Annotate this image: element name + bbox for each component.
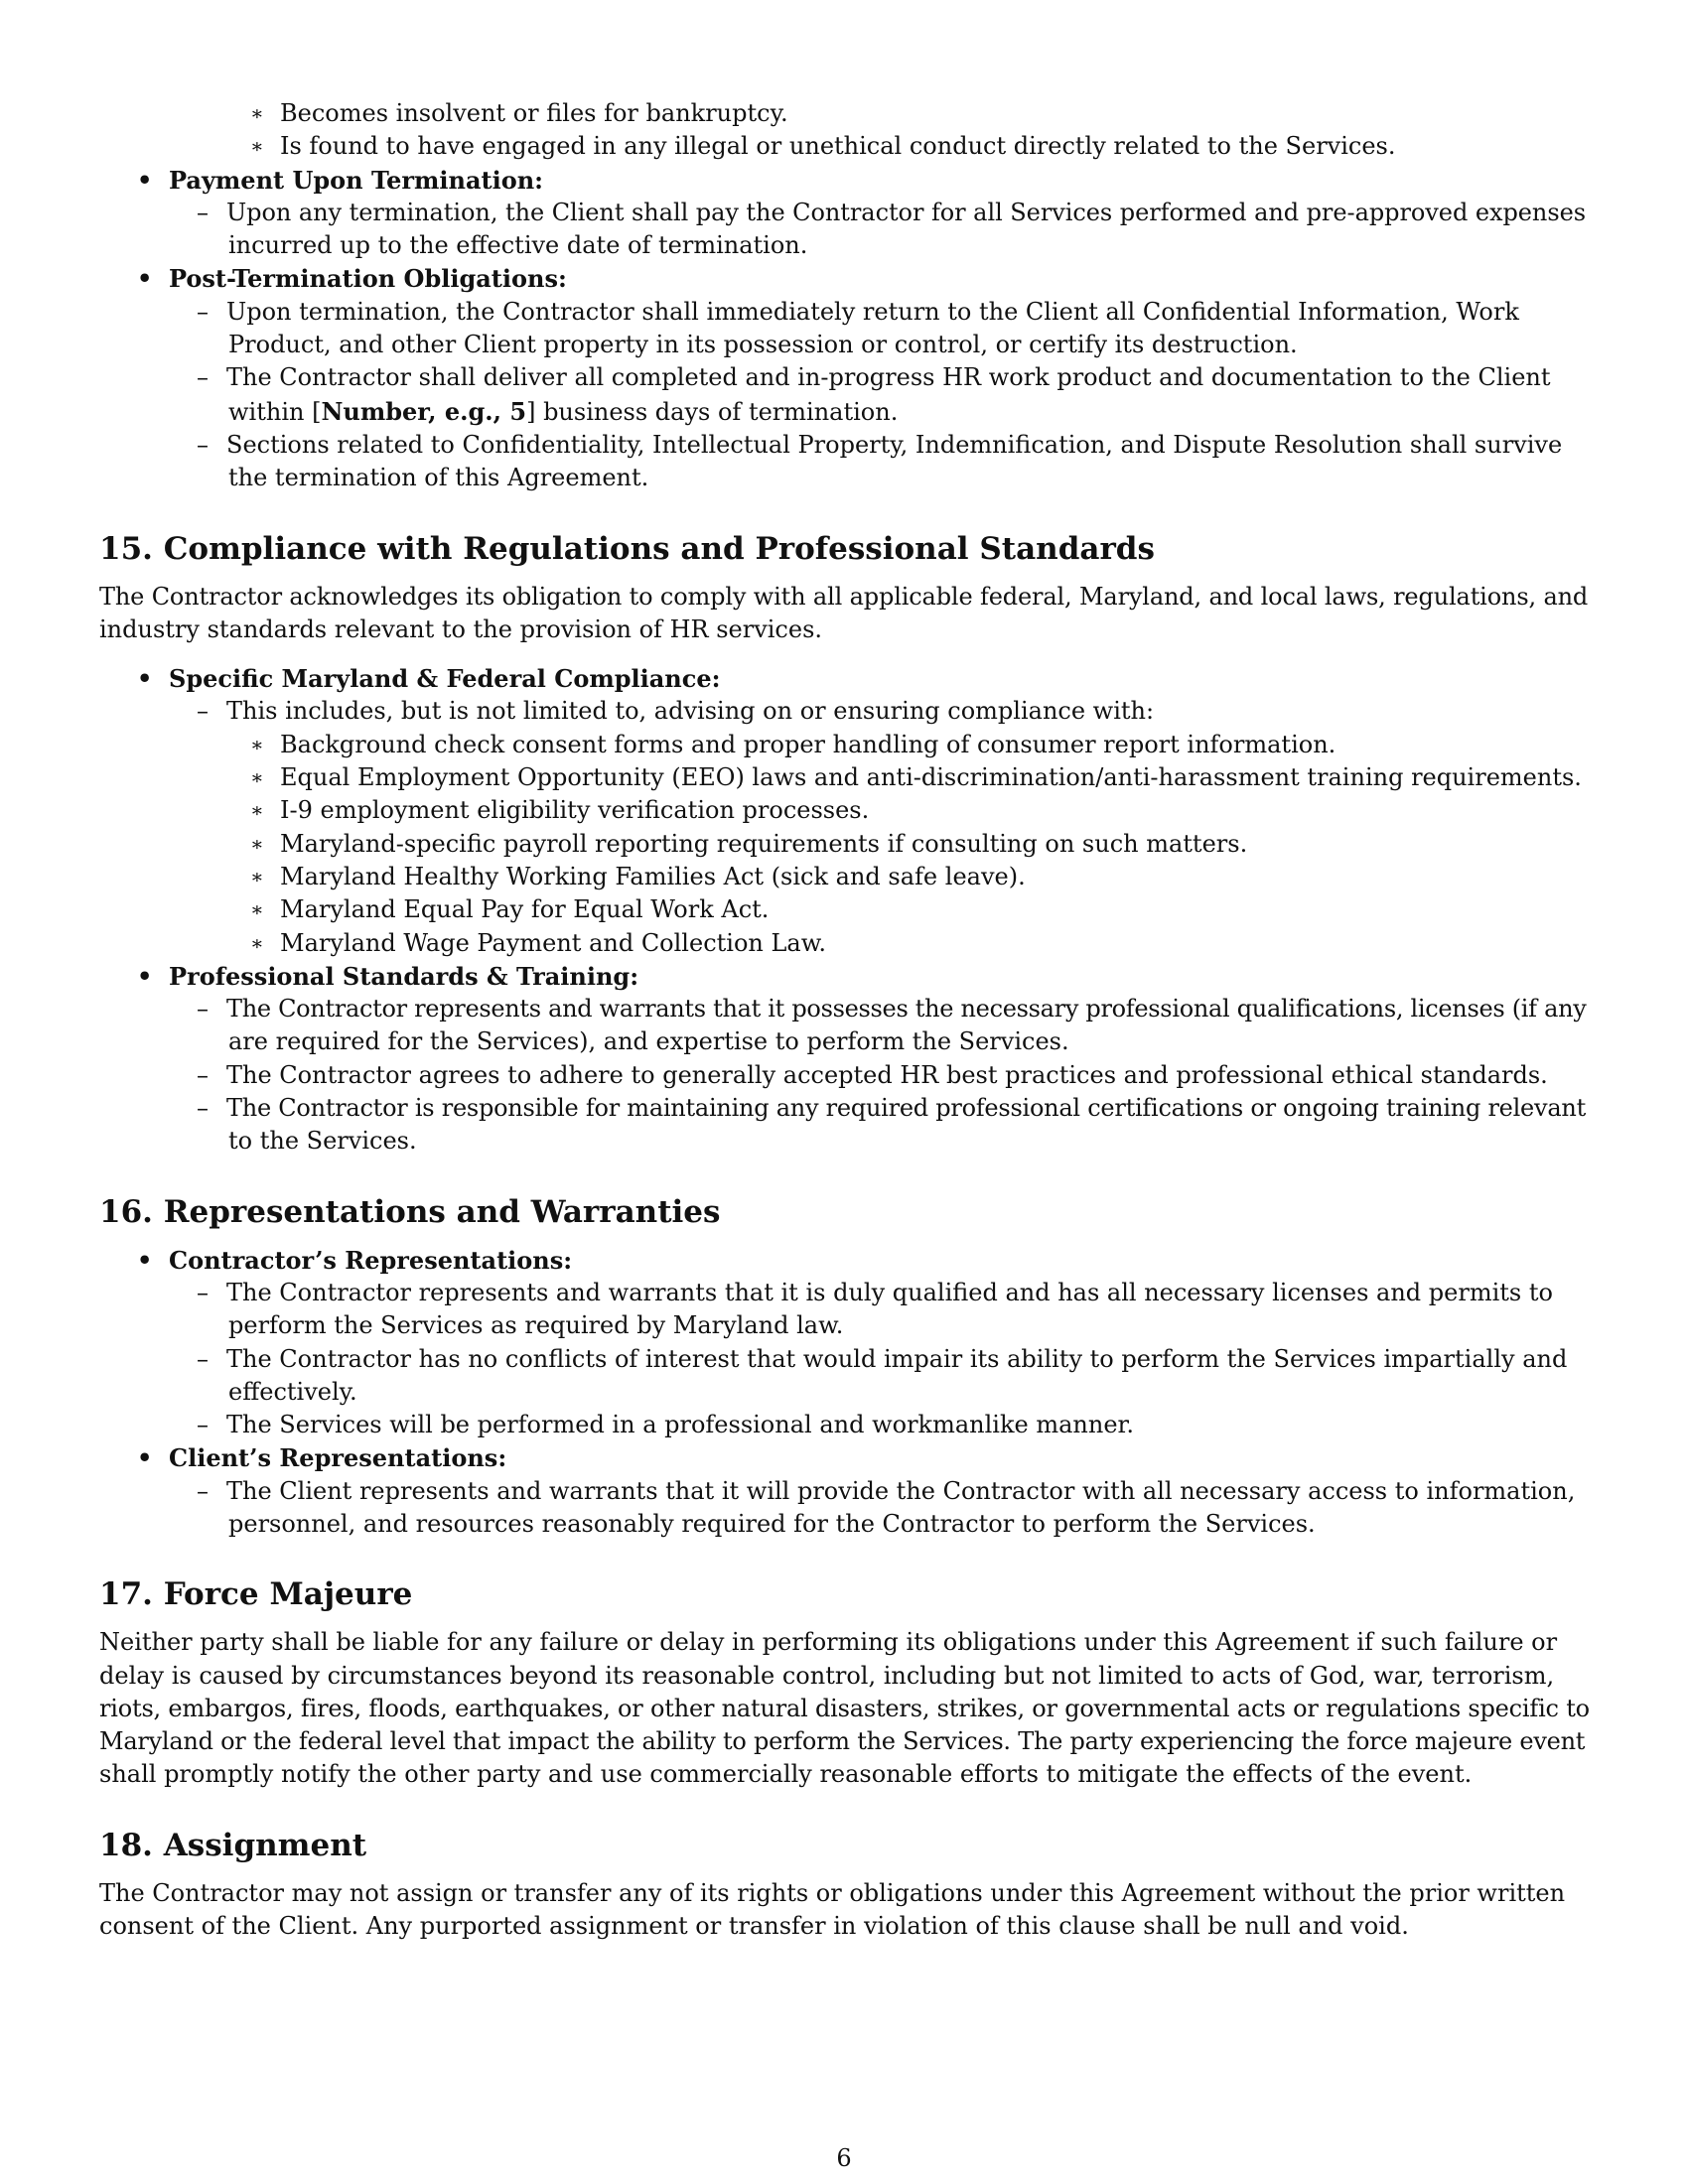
list-item: – This includes, but is not limited to, advising on or ensuring compliance with: [99,695,1589,728]
list-item: ∗ Maryland Equal Pay for Equal Work Act. [250,895,770,924]
bullet-dot: • [137,961,153,991]
list-item: – The Contractor represents and warrants that it is duly qualified and has all necessary licenses and permits to [197,1278,1553,1306]
list-item-continuation: incurred up to the effective date of termination. [228,231,808,260]
list-item: – Sections related to Confidentiality, Intellectual Property, Indemnification, and Dispute Resolution shall survive [99,429,1589,462]
bullet-dot: • [137,165,153,195]
list-item: – Upon any termination, the Client shall pay the Contractor for all Services performed and pre-approved expenses [99,197,1589,229]
bullet-dash: – [197,697,209,726]
list-item: – Upon termination, the Contractor shall immediately return to the Client all Confidential Information, Work [99,296,1589,329]
list-item: – The Contractor is responsible for maintaining any required professional certifications or ongoing training relevant [197,1094,1586,1123]
list-item-continuation: Product, and other Client property in its possession or control, or certify its destruction. [228,331,1298,359]
list-item-continuation: effectively. [228,1377,357,1406]
list-item-continuation: perform the Services as required by Maryland law. [228,1311,844,1340]
section-heading: 18. Assignment [99,1827,367,1863]
list-item-continuation: to the Services. [228,1127,417,1156]
paragraph-line: Neither party shall be liable for any failure or delay in performing its obligations under this Agreement if such failure or [99,1628,1558,1657]
bullet-dot: • [137,1443,153,1473]
bullet-dash: – [197,363,209,392]
list-item-continuation: personnel, and resources reasonably required for the Contractor to perform the Services. [228,1509,1316,1538]
list-heading: • Payment Upon Termination: [99,164,1589,197]
list-item: – The Client represents and warrants that it will provide the Contractor with all necessary access to information, [197,1476,1576,1505]
paragraph-line: riots, embargos, fires, floods, earthquakes, or other natural disasters, strikes, or governmental acts or regulations specific to [99,1694,1590,1722]
list-item: ∗ Background check consent forms and proper handling of consumer report information. [250,730,1336,758]
page-number: 6 [836,2144,852,2172]
list-item: – The Contractor shall deliver all completed and in-progress HR work product and documentation to the Client [99,361,1589,394]
section-heading: 15. Compliance with Regulations and Professional Standards [99,530,1155,567]
list-item: – The Contractor agrees to adhere to generally accepted HR best practices and professional ethical standards. [197,1060,1548,1089]
paragraph-line: delay is caused by circumstances beyond its reasonable control, including but not limited to acts of God, war, terrorism, [99,1661,1555,1690]
list-heading: • Contractor’s Representations: [99,1244,1589,1277]
paragraph-line: The Contractor acknowledges its obligation to comply with all applicable federal, Maryland, and local laws, regulations, and [99,582,1589,611]
bullet-star: ∗ [250,134,264,159]
placeholder-field: Number, e.g., 5 [321,396,527,426]
section-heading: 16. Representations and Warranties [99,1193,721,1230]
bullet-dash: – [197,297,209,326]
list-item: ∗ Is found to have engaged in any illegal or unethical conduct directly related to the Services. [99,130,1589,163]
list-item-continuation: within [Number, e.g., 5] business days of termination. [228,396,899,426]
bullet-dot: • [137,664,153,694]
paragraph-line: industry standards relevant to the provision of HR services. [99,614,823,643]
list-item-continuation: the termination of this Agreement. [228,464,649,492]
list-item: – The Contractor has no conflicts of interest that would impair its ability to perform the Services impartially and [197,1344,1568,1373]
list-item: ∗ I-9 employment eligibility verification processes. [250,796,870,825]
bullet-dash: – [197,198,209,226]
list-item-continuation: are required for the Services), and expertise to perform the Services. [228,1027,1069,1056]
bullet-dot: • [137,264,153,294]
list-item: ∗ Maryland-specific payroll reporting requirements if consulting on such matters. [250,829,1248,858]
bullet-dot: • [137,1245,153,1275]
list-item: – The Contractor represents and warrants that it possesses the necessary professional qualifications, licenses (if any [197,995,1587,1024]
list-item: ∗ Becomes insolvent or files for bankruptcy. [99,97,1589,130]
list-item: – The Services will be performed in a professional and workmanlike manner. [197,1411,1134,1439]
paragraph-line: shall promptly notify the other party and use commercially reasonable efforts to mitigate the effects of the event. [99,1760,1473,1789]
bullet-dash: – [197,430,209,459]
list-item: ∗ Equal Employment Opportunity (EEO) laws and anti-discrimination/anti-harassment training requirements. [250,763,1582,792]
list-heading: • Specific Maryland & Federal Compliance: [99,662,1589,695]
list-heading: • Professional Standards & Training: [99,960,1589,993]
paragraph-line: Maryland or the federal level that impact the ability to perform the Services. The party experiencing the force majeure event [99,1727,1586,1756]
paragraph-line: consent of the Client. Any purported assignment or transfer in violation of this clause shall be null and void. [99,1912,1409,1941]
list-heading: • Client’s Representations: [99,1441,1589,1474]
list-heading: • Post-Termination Obligations: [99,262,1589,295]
document-page [99,97,1589,1943]
list-item: ∗ Maryland Wage Payment and Collection Law. [250,928,827,957]
section-heading: 17. Force Majeure [99,1576,413,1613]
bullet-star: ∗ [250,101,264,125]
paragraph-line: The Contractor may not assign or transfer any of its rights or obligations under this Agreement without the prior written [99,1878,1566,1907]
list-item: ∗ Maryland Healthy Working Families Act (sick and safe leave). [250,862,1026,890]
